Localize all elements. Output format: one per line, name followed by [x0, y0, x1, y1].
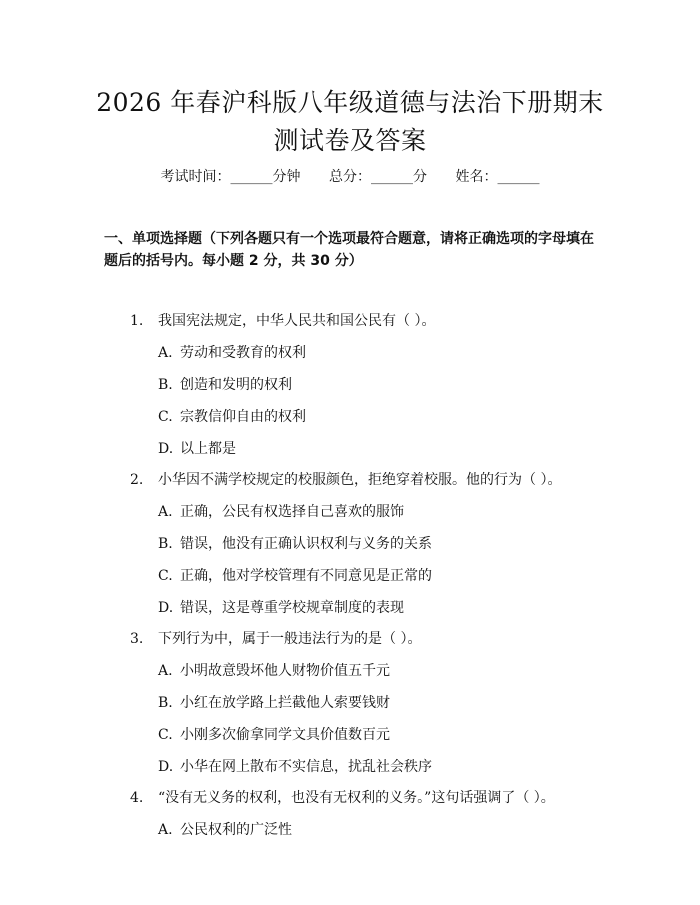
exam-time-field: 考试时间：______分钟: [160, 169, 301, 185]
question-2-option-a: [158, 501, 404, 523]
option-letter: B.: [158, 695, 173, 711]
exam-title-line-2: 测试卷及答案: [273, 126, 427, 155]
question-number: 1.: [130, 313, 144, 329]
question-2-option-b: [158, 533, 432, 555]
question-text: 下列行为中，属于一般违法行为的是（ ）。: [158, 631, 422, 647]
question-number: 4.: [130, 790, 144, 806]
question-1-option-d: [158, 438, 236, 460]
option-text: 小华在网上散布不实信息，扰乱社会秩序: [180, 759, 432, 775]
question-4: [130, 787, 555, 809]
question-3-option-a: [158, 660, 390, 682]
option-text: 错误，这是尊重学校规章制度的表现: [180, 600, 404, 616]
option-letter: D.: [158, 759, 174, 775]
question-text: 我国宪法规定，中华人民共和国公民有（ ）。: [158, 313, 436, 329]
question-3-option-b: [158, 692, 390, 714]
option-letter: B.: [158, 377, 173, 393]
option-letter: C.: [158, 727, 173, 743]
question-2-option-d: [158, 597, 404, 619]
question-3-option-c: [158, 724, 390, 746]
option-text: 创造和发明的权利: [180, 377, 292, 393]
question-2-option-c: [158, 565, 432, 587]
question-number: 2.: [130, 472, 144, 488]
question-1-option-a: [158, 342, 306, 364]
section-heading: 一、单项选择题（下列各题只有一个选项最符合题意，请将正确选项的字母填在题后的括号内。每小题 2 分，共 30 分）: [104, 231, 594, 269]
option-text: 宗教信仰自由的权利: [180, 409, 306, 425]
question-1-option-b: [158, 374, 292, 396]
question-text: “没有无义务的权利，也没有无权利的义务。”这句话强调了（ ）。: [158, 790, 555, 806]
question-number: 3.: [130, 631, 144, 647]
option-letter: C.: [158, 568, 173, 584]
option-text: 小明故意毁坏他人财物价值五千元: [180, 663, 390, 679]
exam-info-row: [0, 166, 700, 188]
option-text: 劳动和受教育的权利: [180, 345, 306, 361]
student-name-field: 姓名：______: [455, 169, 540, 185]
option-text: 正确，他对学校管理有不同意见是正常的: [180, 568, 432, 584]
question-1-option-c: [158, 406, 306, 428]
option-letter: D.: [158, 600, 174, 616]
option-text: 以上都是: [180, 441, 236, 457]
option-text: 错误，他没有正确认识权利与义务的关系: [180, 536, 432, 552]
exam-title-line-1: 2026 年春沪科版八年级道德与法治下册期末: [96, 88, 604, 117]
question-4-option-a: [158, 819, 292, 841]
option-text: 小刚多次偷拿同学文具价值数百元: [180, 727, 390, 743]
total-score-field: 总分：______分: [329, 169, 427, 185]
question-3: [130, 628, 421, 650]
option-letter: C.: [158, 409, 173, 425]
question-1: [130, 310, 435, 332]
question-2: [130, 469, 561, 491]
option-letter: B.: [158, 536, 173, 552]
option-text: 正确，公民有权选择自己喜欢的服饰: [180, 504, 404, 520]
option-letter: A.: [158, 663, 173, 679]
question-3-option-d: [158, 756, 432, 778]
option-text: 小红在放学路上拦截他人索要钱财: [180, 695, 390, 711]
option-letter: A.: [158, 345, 173, 361]
option-letter: A.: [158, 822, 173, 838]
option-letter: A.: [158, 504, 173, 520]
option-letter: D.: [158, 441, 174, 457]
option-text: 公民权利的广泛性: [180, 822, 292, 838]
question-text: 小华因不满学校规定的校服颜色，拒绝穿着校服。他的行为（ ）。: [158, 472, 562, 488]
